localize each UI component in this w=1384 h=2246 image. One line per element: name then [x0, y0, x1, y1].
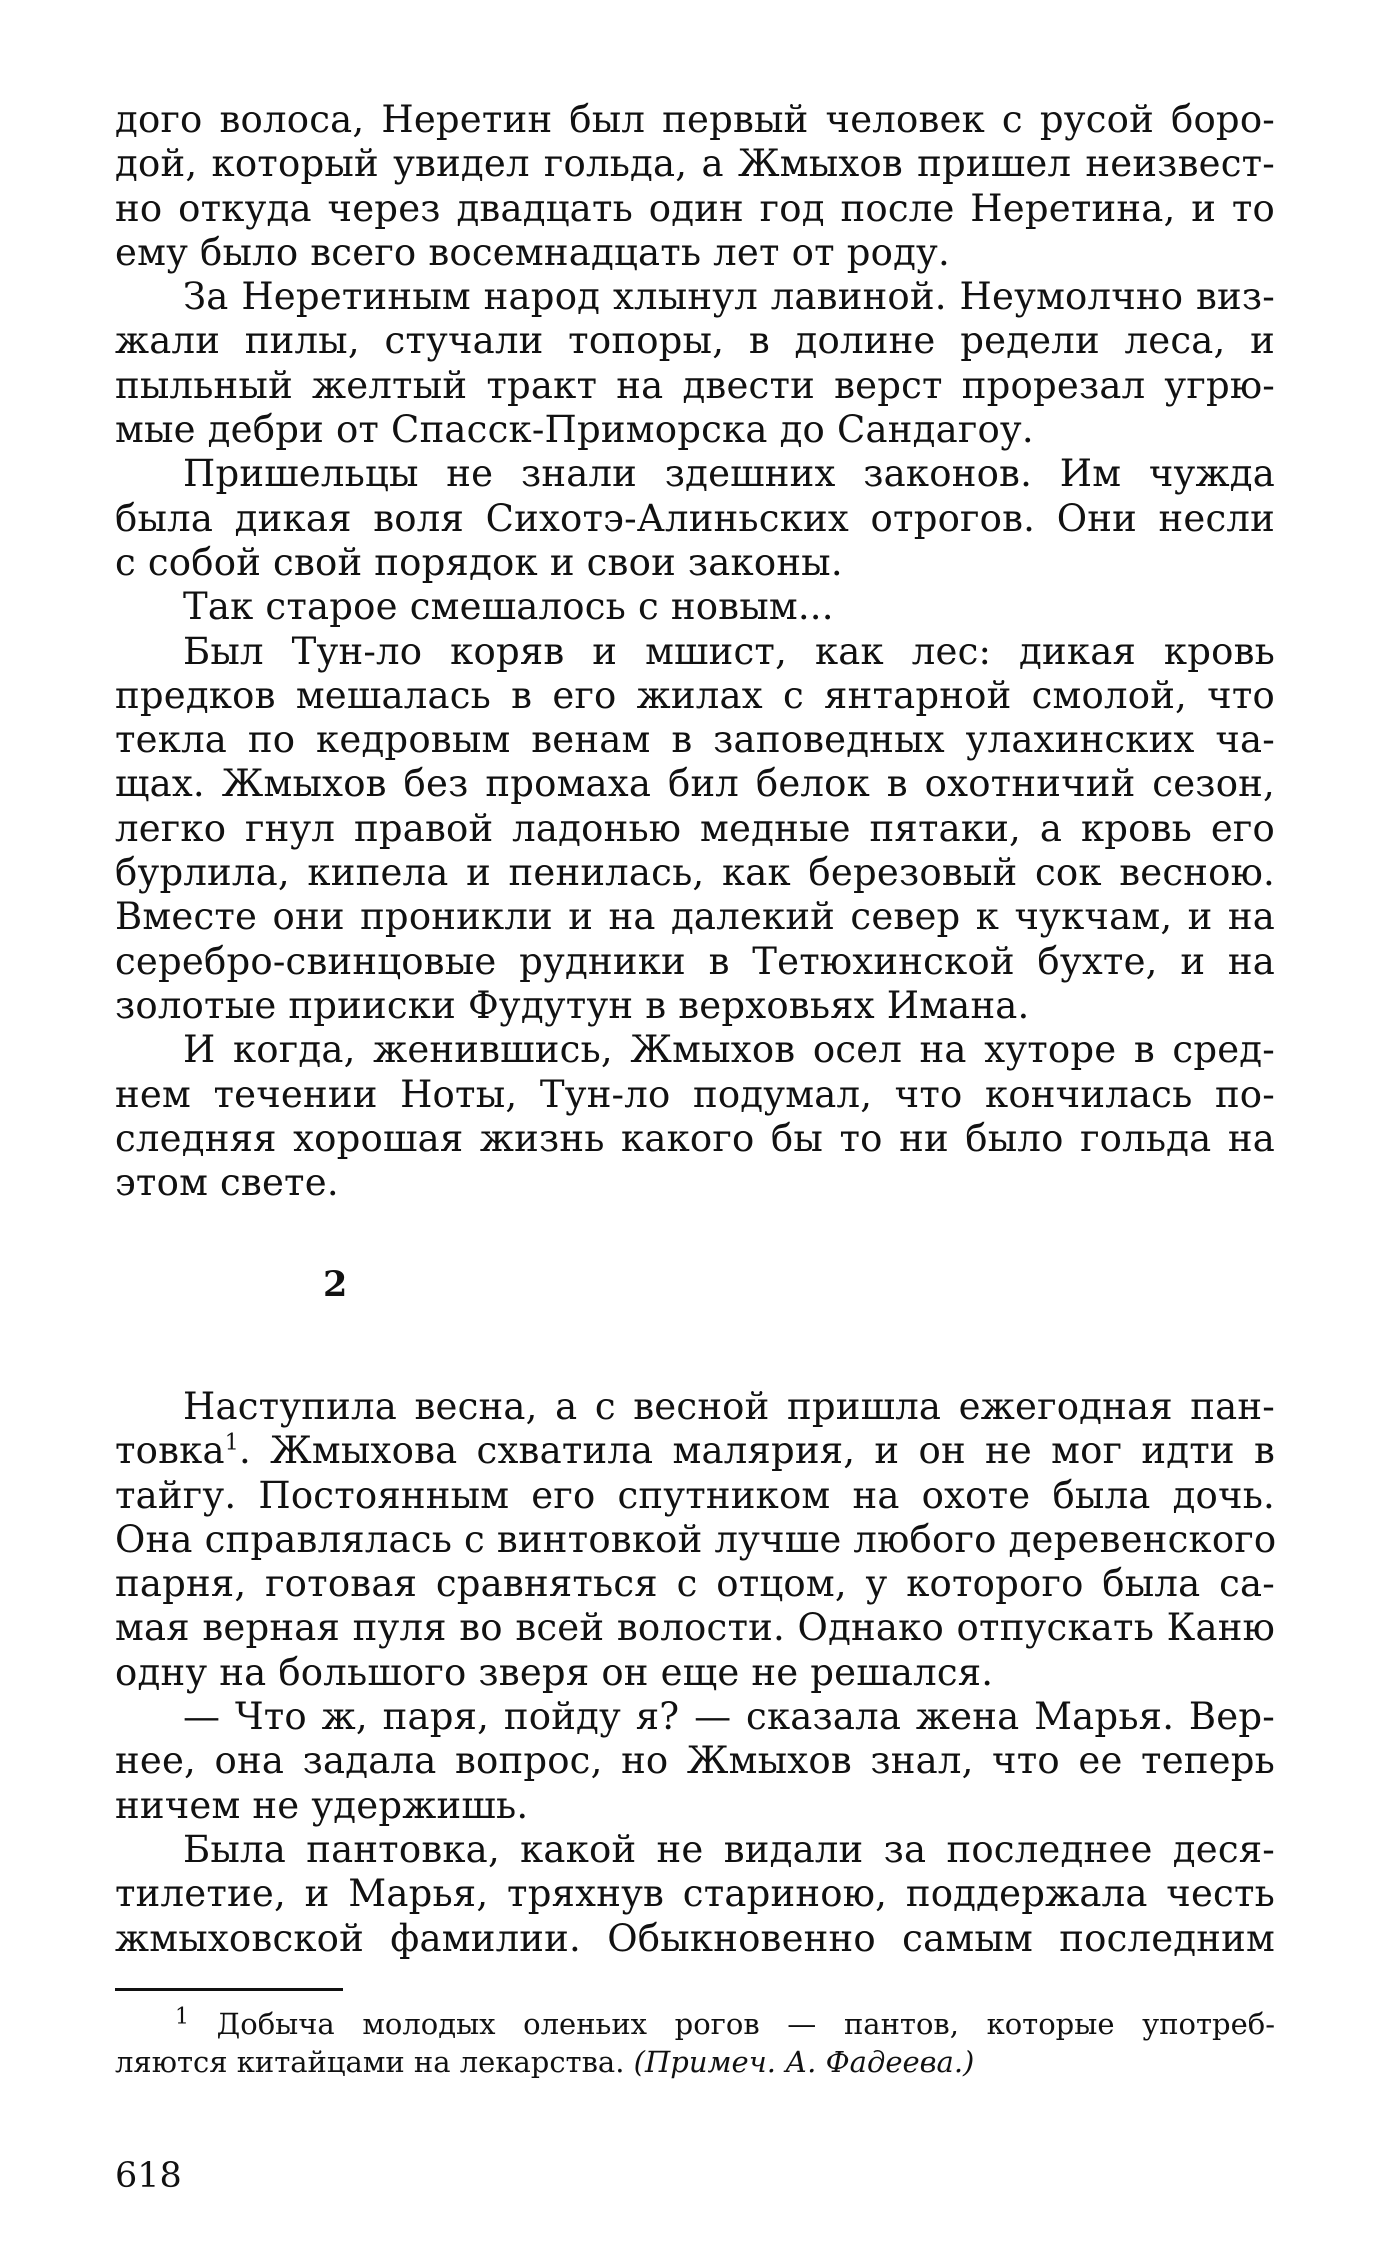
text-line: жали пилы, стучали топоры, в долине редели леса, и: [115, 319, 1275, 363]
text-line: Так старое смешалось с новым...: [183, 585, 834, 629]
footnote-line-1: [115, 2005, 1275, 2043]
text-line: была дикая воля Сихотэ-Алиньских отрогов. Они несли: [115, 496, 1275, 540]
page-number: 618: [115, 2156, 182, 2196]
text-line: золотые прииски Фудутун в верховьях Имана.: [115, 983, 1030, 1027]
text-line: жмыховской фамилии. Обыкновенно самым последним: [115, 1916, 1275, 1960]
text-line: нем течении Ноты, Тун-ло подумал, что кончилась по-: [115, 1072, 1275, 1116]
text-line: пыльный желтый тракт на двести верст прорезал угрю-: [115, 363, 1275, 407]
text-line: щах. Жмыхов без промаха бил белок в охотничий сезон,: [115, 762, 1275, 806]
text-line: дой, который увидел гольда, а Жмыхов пришел неизвест-: [115, 142, 1275, 186]
text-line: ничем не удержишь.: [115, 1783, 529, 1827]
text-line: нее, она задала вопрос, но Жмыхов знал, что ее теперь: [115, 1739, 1275, 1783]
text-line: Был Тун-ло коряв и мшист, как лес: дикая кровь: [183, 629, 1275, 673]
text-line: одну на большого зверя он еще не решался.: [115, 1650, 994, 1694]
text-line: За Неретиным народ хлынул лавиной. Неумолчно виз-: [183, 275, 1275, 319]
text-line: дого волоса, Неретин был первый человек с русой боро-: [115, 98, 1275, 141]
footnote-marker: 1: [175, 2004, 189, 2030]
text-line: текла по кедровым венам в заповедных улахинских ча-: [115, 718, 1275, 762]
text-line: Наступила весна, а с весной пришла ежегодная пан-: [183, 1385, 1275, 1428]
text-line: этом свете.: [115, 1161, 339, 1205]
text-line: Она справлялась с винтовкой лучше любого деревенского: [115, 1517, 1277, 1561]
main-text-block-2: [115, 1385, 1275, 1961]
text-line: серебро-свинцовые рудники в Тетюхинской бухте, и на: [115, 939, 1275, 983]
text-fragment: товка: [115, 1429, 225, 1473]
text-line: Была пантовка, какой не видали за последнее деся-: [183, 1827, 1275, 1871]
footnote-attribution: (Примеч. А. Фадеева.): [633, 2045, 975, 2079]
text-line: тайгу. Постоянным его спутником на охоте была дочь.: [115, 1473, 1275, 1517]
section-number: 2: [323, 1264, 348, 1305]
footnote: [115, 2005, 1275, 2081]
text-line: с собой свой порядок и свои законы.: [115, 540, 843, 584]
footnote-line-2: [115, 2043, 1275, 2081]
text-line: [115, 1429, 1275, 1473]
text-line: мые дебри от Спасск-Приморска до Сандагоу.: [115, 408, 1034, 452]
main-text-block-1: [115, 98, 1275, 1205]
text-line: предков мешалась в его жилах с янтарной смолой, что: [115, 673, 1275, 717]
text-line: Вместе они проникли и на далекий север к чукчам, и на: [115, 895, 1275, 939]
footnote-reference: 1: [224, 1430, 239, 1456]
text-line: мая верная пуля во всей волости. Однако отпускать Каню: [115, 1606, 1275, 1650]
text-line: легко гнул правой ладонью медные пятаки, а кровь его: [115, 806, 1275, 850]
text-line: бурлила, кипела и пенилась, как березовый сок весною.: [115, 851, 1275, 895]
text-line: ему было всего восемнадцать лет от роду.: [115, 230, 950, 274]
text-line: — Что ж, паря, пойду я? — сказала жена Марья. Вер-: [183, 1695, 1275, 1739]
text-line: но откуда через двадцать один год после Неретина, и то: [115, 186, 1275, 230]
text-line: Пришельцы не знали здешних законов. Им чужда: [183, 452, 1275, 496]
text-fragment: . Жмыхова схватила малярия, и он не мог идти в: [238, 1429, 1275, 1473]
text-line: тилетие, и Марья, тряхнув стариною, поддержала честь: [115, 1872, 1275, 1916]
footnote-divider: [115, 1988, 343, 1991]
footnote-text-1: Добыча молодых оленьих рогов — пантов, которые употреб-: [216, 2007, 1276, 2041]
footnote-text-2: ляются китайцами на лекарства.: [115, 2045, 625, 2079]
text-line: И когда, женившись, Жмыхов осел на хуторе в сред-: [183, 1028, 1275, 1072]
text-line: парня, готовая сравняться с отцом, у которого была са-: [115, 1562, 1275, 1606]
text-line: следняя хорошая жизнь какого бы то ни было гольда на: [115, 1116, 1275, 1160]
